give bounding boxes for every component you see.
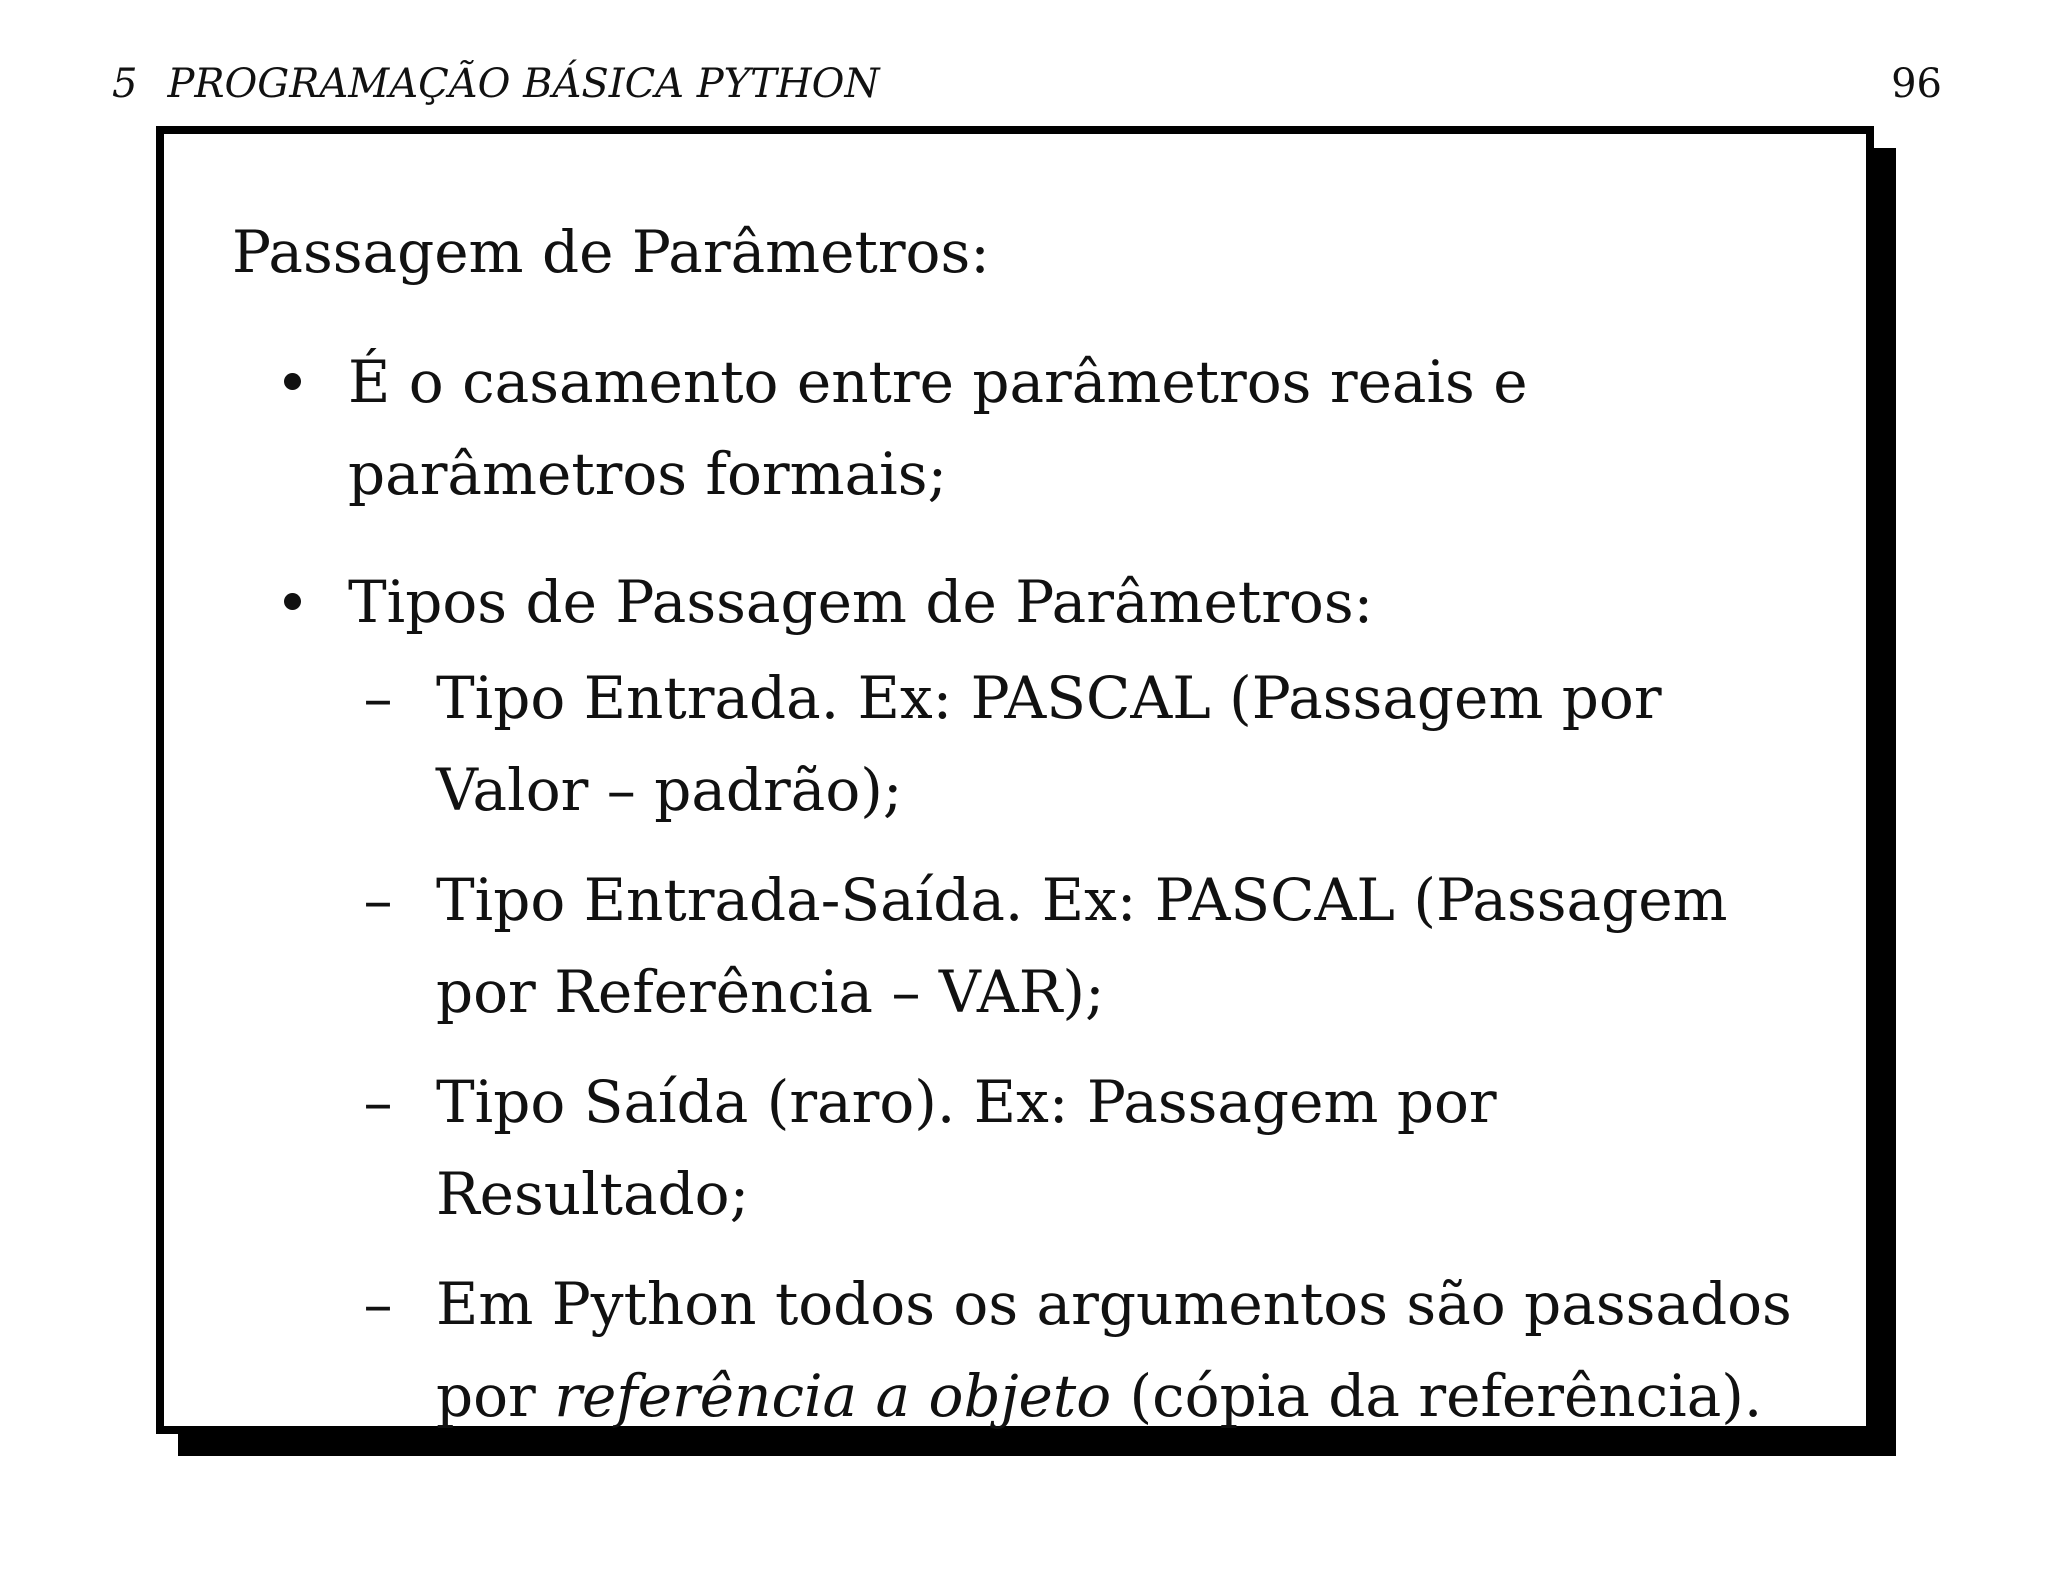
bullet-text: É o casamento entre parâmetros reais e parâmetros formais; bbox=[348, 348, 1528, 508]
bullet-icon bbox=[284, 593, 301, 610]
running-header bbox=[112, 58, 1942, 110]
sub-item-text-before: Em Python todos os argumentos são passados por bbox=[436, 1270, 1792, 1430]
section-number: 5 bbox=[112, 61, 138, 107]
sub-item-input bbox=[348, 652, 1822, 836]
sub-item-text: Tipo Entrada. Ex: PASCAL (Passagem por Valor – padrão); bbox=[436, 664, 1662, 824]
sub-item-output bbox=[348, 1056, 1822, 1240]
bullet-icon bbox=[284, 373, 301, 390]
bullet-item-types bbox=[232, 556, 1822, 1442]
bullet-item-definition bbox=[232, 336, 1822, 520]
slide-frame bbox=[156, 126, 1874, 1434]
sub-item-text-after: (cópia da referência). bbox=[1129, 1362, 1763, 1430]
sub-list bbox=[348, 652, 1822, 1442]
section-heading bbox=[112, 58, 879, 110]
dash-icon: – bbox=[363, 664, 393, 732]
sub-item-python bbox=[348, 1258, 1822, 1442]
sub-item-input-output bbox=[348, 854, 1822, 1038]
sub-item-text-italic: referência a objeto bbox=[554, 1362, 1112, 1430]
sub-item-text: Tipo Saída (raro). Ex: Passagem por Resultado; bbox=[436, 1068, 1497, 1228]
page-number: 96 bbox=[1891, 61, 1942, 107]
section-title: PROGRAMAÇÃO BÁSICA PYTHON bbox=[167, 61, 880, 107]
slide-content bbox=[232, 206, 1822, 1478]
dash-icon: – bbox=[363, 1068, 393, 1136]
bullet-text: Tipos de Passagem de Parâmetros: bbox=[348, 568, 1374, 636]
dash-icon: – bbox=[363, 1270, 393, 1338]
dash-icon: – bbox=[363, 866, 393, 934]
slide-title: Passagem de Parâmetros: bbox=[232, 218, 990, 286]
sub-item-text: Tipo Entrada-Saída. Ex: PASCAL (Passagem por Referência – VAR); bbox=[436, 866, 1728, 1026]
